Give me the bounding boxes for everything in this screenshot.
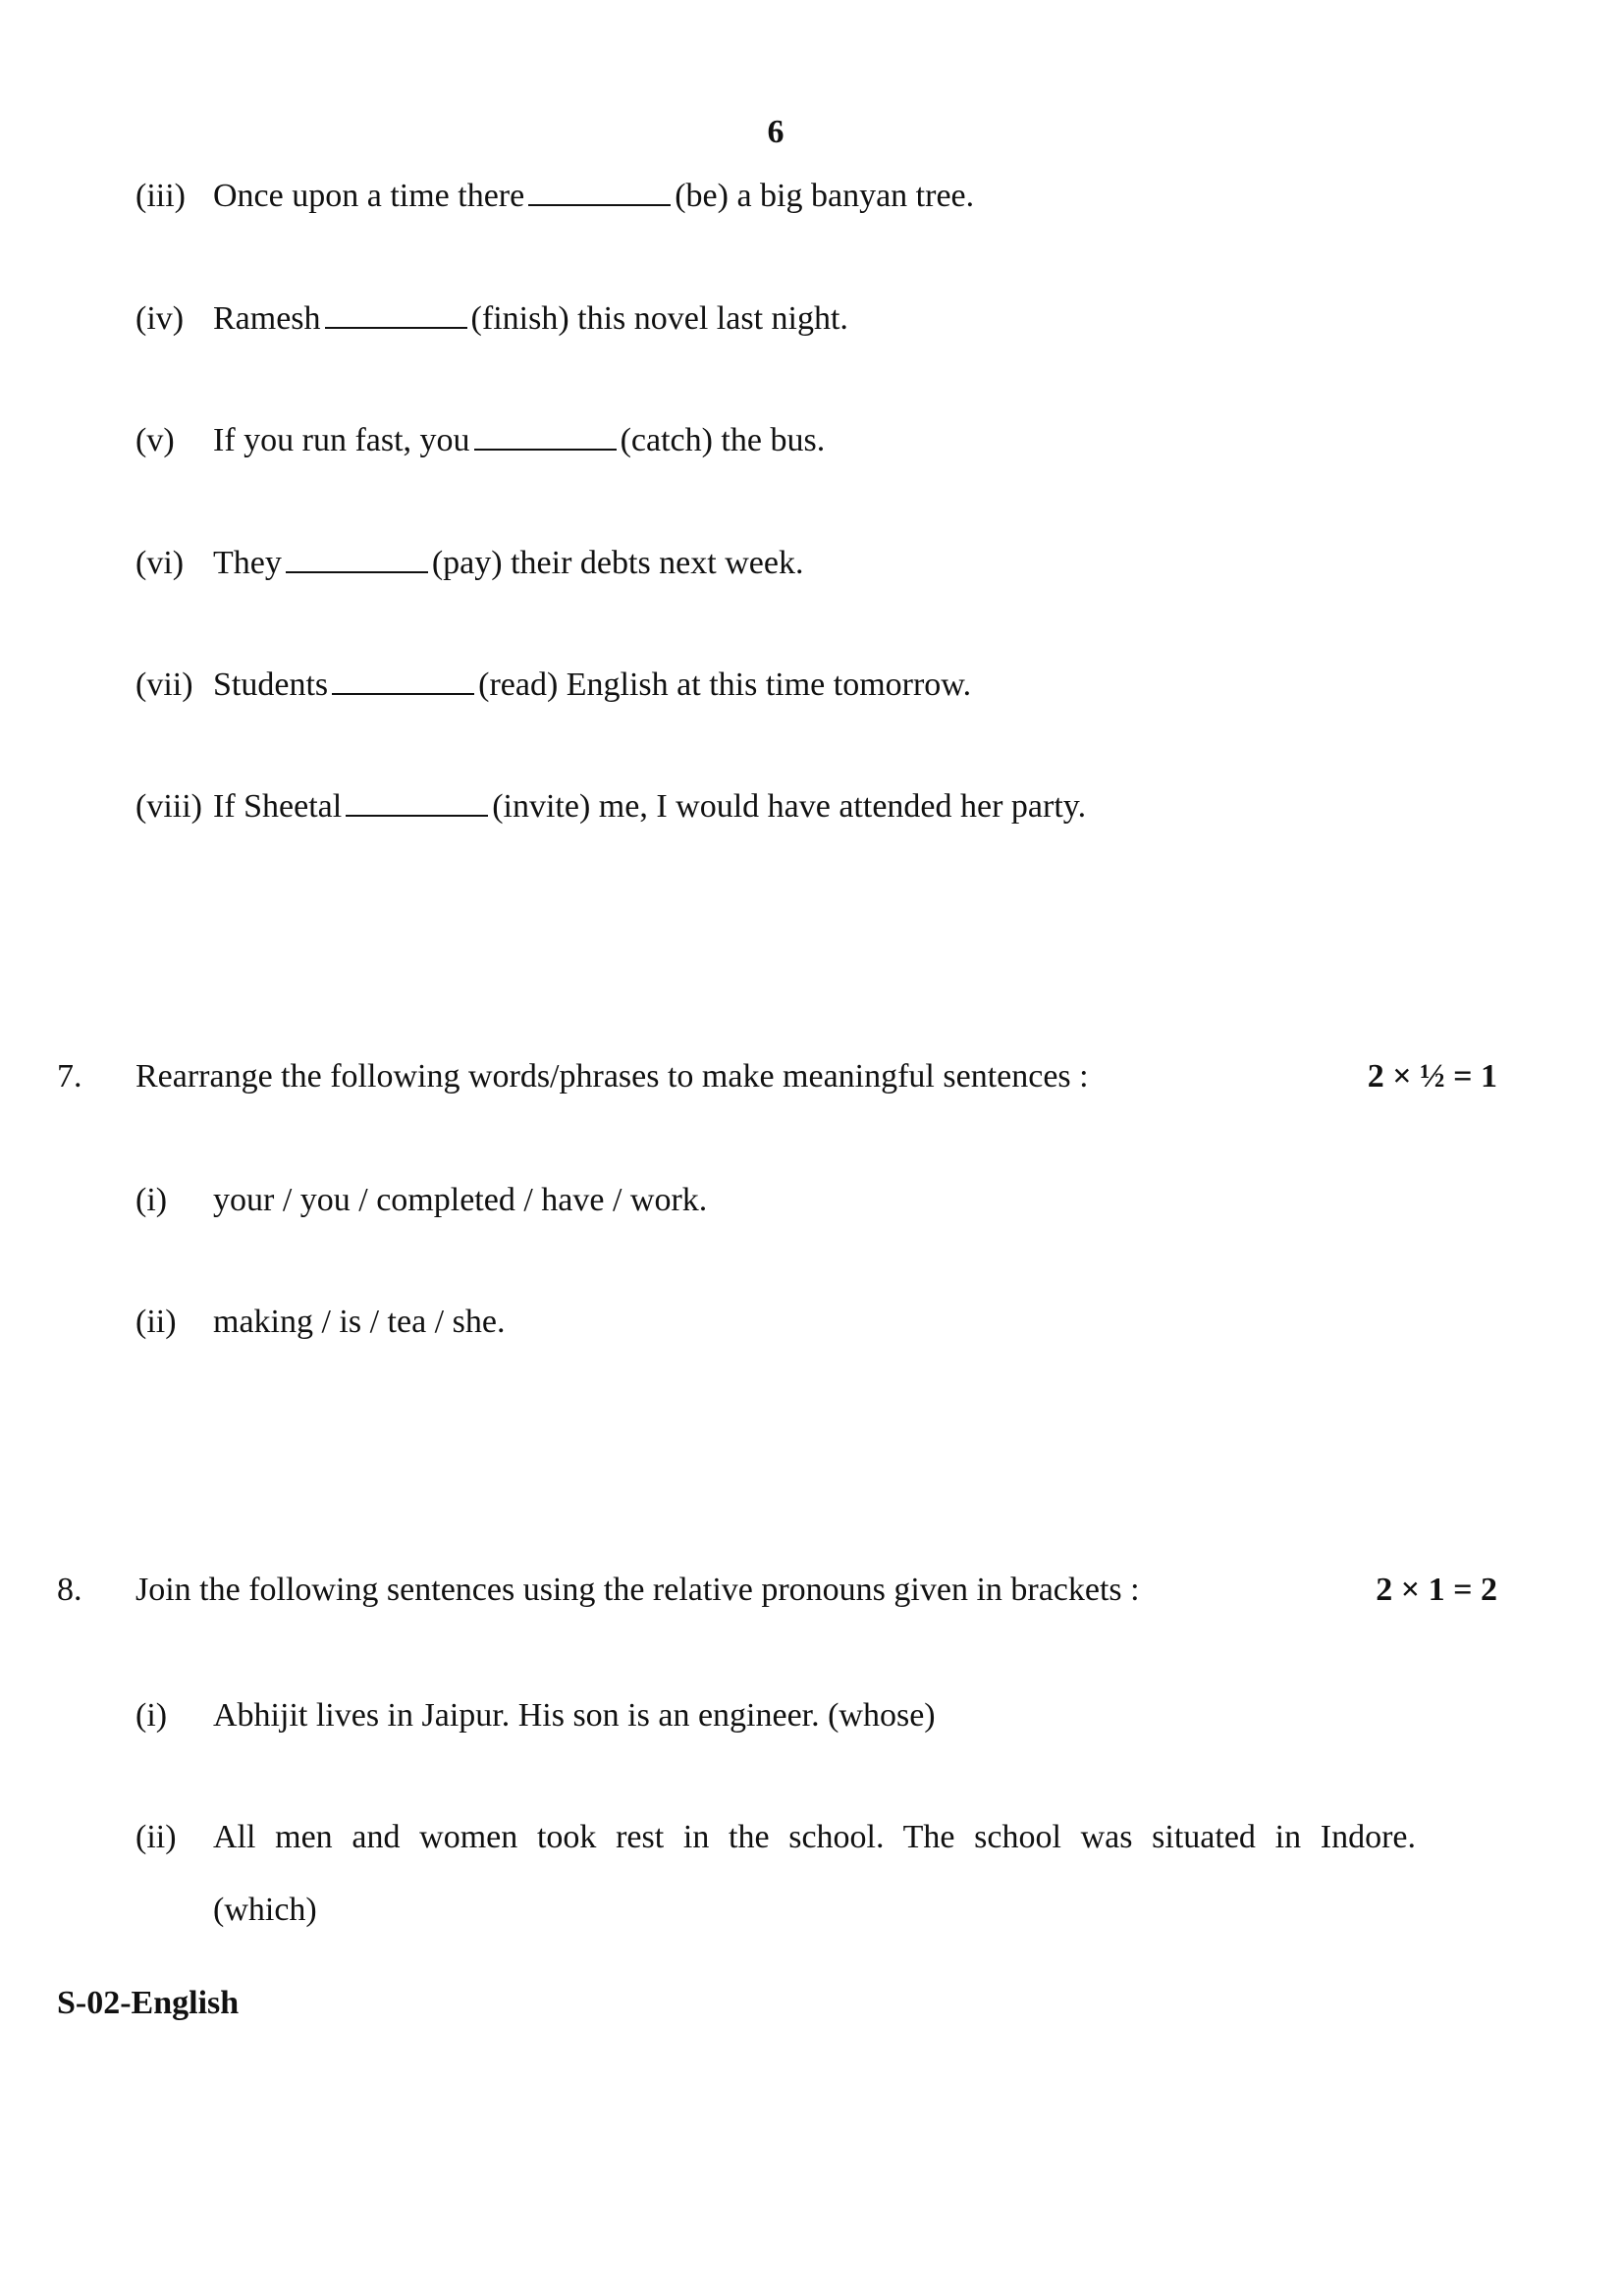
item-text-after: (catch) the bus. bbox=[620, 422, 826, 458]
answer-blank bbox=[528, 203, 671, 206]
item-label: (ii) bbox=[135, 1819, 177, 1855]
answer-blank bbox=[346, 814, 488, 817]
answer-blank bbox=[286, 570, 428, 573]
marks-allocation: 2 × 1 = 2 bbox=[1376, 1572, 1497, 1608]
question-number: 7. bbox=[57, 1058, 82, 1095]
item-text: All men and women took rest in the school. The school was situated in Indore. bbox=[213, 1819, 1416, 1855]
item-text-after: (be) a big banyan tree. bbox=[675, 178, 975, 214]
item-text bbox=[213, 424, 825, 457]
item-label: (v) bbox=[135, 422, 175, 458]
item-text-before: Once upon a time there bbox=[213, 178, 525, 214]
item-label: (i) bbox=[135, 1182, 168, 1218]
paper-code-footer: S-02-English bbox=[57, 1985, 240, 2021]
item-text: Abhijit lives in Jaipur. His son is an engineer. (whose) bbox=[213, 1697, 936, 1734]
answer-blank bbox=[325, 326, 467, 329]
item-label: (iv) bbox=[135, 300, 185, 337]
item-text-after: (pay) their debts next week. bbox=[431, 545, 804, 581]
answer-blank bbox=[332, 692, 474, 695]
item-text bbox=[213, 547, 803, 580]
item-text bbox=[213, 302, 848, 336]
item-text-after: (finish) this novel last night. bbox=[470, 300, 848, 337]
item-text bbox=[213, 790, 1086, 824]
item-text: making / is / tea / she. bbox=[213, 1304, 506, 1340]
item-text-continuation: (which) bbox=[213, 1892, 317, 1928]
item-text: your / you / completed / have / work. bbox=[213, 1182, 708, 1218]
item-text bbox=[213, 180, 974, 213]
question-prompt: Rearrange the following words/phrases to make meaningful sentences : bbox=[135, 1058, 1089, 1095]
question-number: 8. bbox=[57, 1572, 82, 1608]
answer-blank bbox=[474, 448, 617, 451]
page-number: 6 bbox=[767, 114, 784, 150]
item-text-after: (invite) me, I would have attended her party. bbox=[492, 788, 1087, 825]
item-text-before: Ramesh bbox=[213, 300, 321, 337]
item-text-after: (read) English at this time tomorrow. bbox=[478, 667, 972, 703]
item-label: (viii) bbox=[135, 788, 202, 825]
item-label: (i) bbox=[135, 1697, 168, 1734]
question-prompt: Join the following sentences using the relative pronouns given in brackets : bbox=[135, 1572, 1140, 1608]
marks-allocation: 2 × ½ = 1 bbox=[1367, 1058, 1497, 1095]
item-label: (vi) bbox=[135, 545, 185, 581]
item-label: (ii) bbox=[135, 1304, 177, 1340]
item-text-before: Students bbox=[213, 667, 329, 703]
item-text-before: If you run fast, you bbox=[213, 422, 470, 458]
item-text bbox=[213, 668, 971, 702]
item-text-before: They bbox=[213, 545, 282, 581]
item-text-before: If Sheetal bbox=[213, 788, 343, 825]
item-label: (iii) bbox=[135, 178, 186, 214]
item-label: (vii) bbox=[135, 667, 193, 703]
